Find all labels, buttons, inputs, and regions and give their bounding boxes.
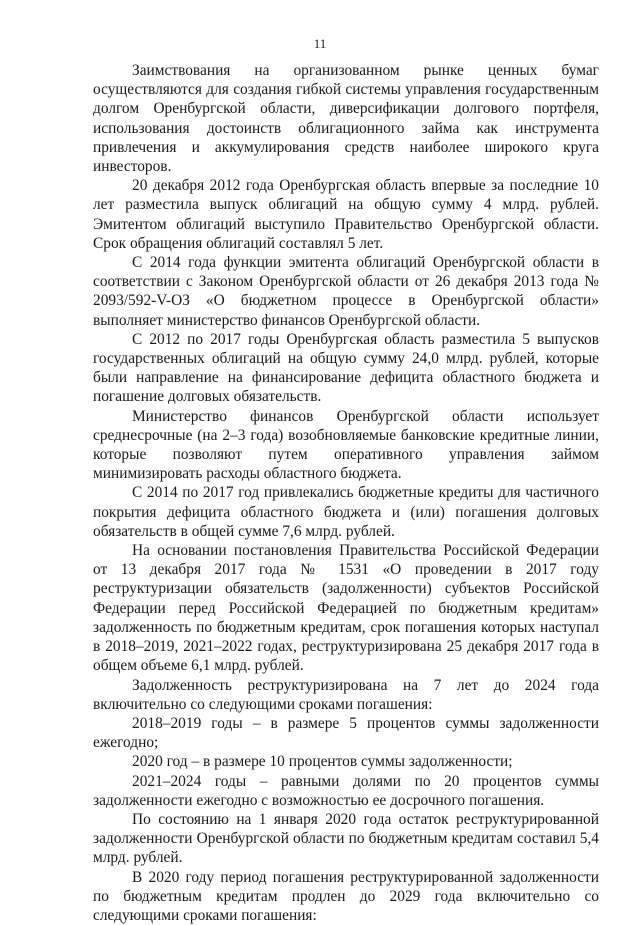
paragraph-bond-issue-2012: 20 декабря 2012 года Оренбургская область впервые за последние 10 лет разместила выпуск облигаций на общую сумму 4 млрд. рублей. Эмитентом облигаций выступило Правительство Оренбургской области. Срок обращения облигаций составлял 5 лет. [93, 177, 599, 252]
paragraph-credit-lines: Министерство финансов Оренбургской области использует среднесрочные (на 2–3 года) возобновляемые банковские кредитные линии, которые позволяют путем оперативного управления займом минимизировать расходы областного бюджета. [93, 407, 599, 483]
list-item-2018-2019: 2018–2019 годы – в размере 5 процентов суммы задолженности ежегодно; [93, 714, 599, 752]
paragraph-issuer-functions-2014: С 2014 года функции эмитента облигаций Оренбургской области в соответствии с Законом Оренбургской области от 26 декабря 2013 года № 2093/592-V-ОЗ «О бюджетном процессе в Оренбургской области» выполняет министерство финансов Оренбургской области. [93, 254, 599, 329]
paragraph-bond-issues-2012-2017: С 2012 по 2017 годы Оренбургская область разместила 5 выпусков государственных облигаций на общую сумму 24,0 млрд. рублей, которые были направление на финансирование дефицита областного бюджета и погашение долговых обязательств. [93, 330, 599, 406]
paragraph-balance-2020: По состоянию на 1 января 2020 года остаток реструктурированной задолженности Оренбургской области по бюджетным кредитам составил 5,4 млрд. рублей. [93, 810, 599, 867]
paragraph-budget-credits-2014-2017: С 2014 по 2017 год привлекались бюджетные кредиты для частичного покрытия дефицита областного бюджета и (или) погашения долговых обязательств в общей сумме 7,6 млрд. рублей. [93, 484, 599, 540]
list-item-2020: 2020 год – в размере 10 процентов суммы задолженности; [132, 753, 513, 771]
paragraph-restructuring-terms: Задолженность реструктуризирована на 7 лет до 2024 года включительно со следующими сроками погашения: [93, 676, 599, 713]
paragraph-restructuring-decree: На основании постановления Правительства Российской Федерации от 13 декабря 2017 года № 1531 «О проведении в 2017 году реструктуризации обязательств (задолженности) субъектов Российской Федерации перед Российской Федерацией по бюджетным кредитам» задолженность по бюджетным кредитам, срок погашения которых наступал в 2018–2019, 2021–2022 годах, реструктуризирована 25 декабря 2017 года в общем объеме 6,1 млрд. рублей. [93, 542, 599, 675]
page-number: 11 [313, 36, 327, 51]
paragraph-extension-2029: В 2020 году период погашения реструктурированной задолженности по бюджетным кредитам продлен до 2029 года включительно со следующими сроками погашения: [93, 868, 599, 924]
document-body [93, 61, 599, 925]
list-item-2021-2024: 2021–2024 годы – равными долями по 20 процентов суммы задолженности ежегодно с возможностью ее досрочного погашения. [93, 772, 599, 809]
paragraph-borrowing-securities: Заимствования на организованном рынке ценных бумаг осуществляются для создания гибкой системы управления государственным долгом Оренбургской области, диверсификации долгового портфеля, использования достоинств облигационного займа как инструмента привлечения и аккумулирования средств наиболее широкого круга инвесторов. [93, 62, 599, 176]
